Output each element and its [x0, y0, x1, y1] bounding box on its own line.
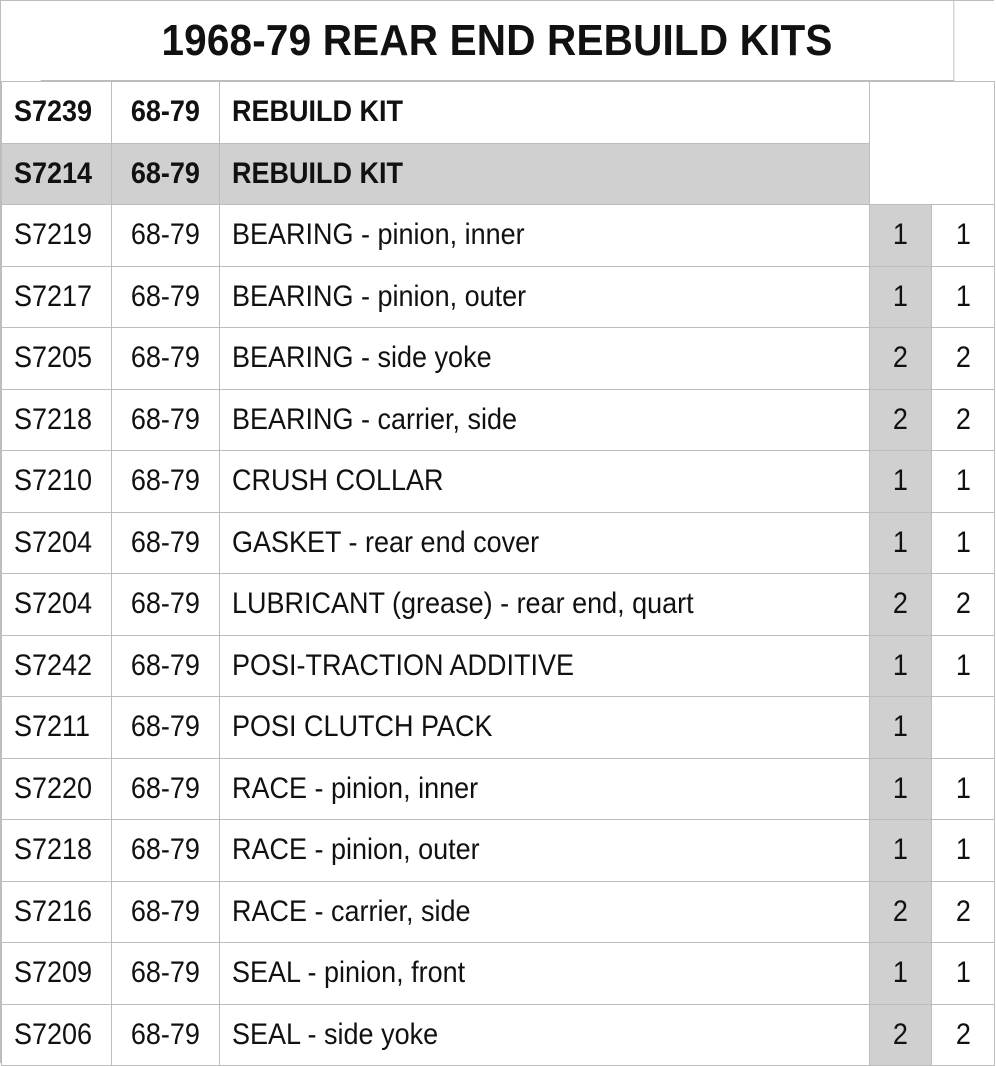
- kit-row-s7239[interactable]: [2, 82, 995, 144]
- quantity-kit-s7214: 2: [955, 402, 971, 436]
- part-number: S7219: [14, 218, 93, 252]
- part-number: S7205: [14, 341, 93, 375]
- quantity-kit-s7214: 2: [955, 1017, 971, 1051]
- year-range: 68-79: [130, 402, 201, 436]
- component-rows: [2, 205, 995, 1066]
- table-row[interactable]: [2, 328, 995, 390]
- part-description: POSI-TRACTION ADDITIVE: [232, 648, 575, 682]
- quantity-kit-s7239: 2: [892, 402, 909, 436]
- part-description: BEARING - carrier, side: [232, 402, 518, 436]
- quantity-kit-s7239: 1: [892, 710, 909, 744]
- part-description: SEAL - pinion, front: [232, 956, 466, 990]
- quantity-kit-s7239: 2: [892, 587, 909, 621]
- quantity-kit-s7239: 1: [892, 648, 909, 682]
- quantity-kit-s7214: 1: [955, 218, 971, 252]
- part-number: S7239: [14, 95, 93, 129]
- quantity-kit-s7239: 1: [892, 464, 909, 498]
- quantity-kit-s7239: 1: [892, 525, 909, 559]
- year-range: 68-79: [130, 710, 201, 744]
- part-description: RACE - pinion, inner: [232, 771, 479, 805]
- quantity-kit-s7214: 1: [955, 771, 971, 805]
- table-row[interactable]: [2, 574, 995, 636]
- year-range: 68-79: [130, 156, 201, 190]
- quantity-kit-s7239: 1: [892, 771, 909, 805]
- part-description: BEARING - pinion, outer: [232, 279, 527, 313]
- kit-row-s7214[interactable]: [2, 143, 995, 205]
- part-number: S7220: [14, 771, 93, 805]
- part-number: S7242: [14, 648, 93, 682]
- quantity-kit-s7214: 1: [955, 279, 971, 313]
- part-description: RACE - carrier, side: [232, 894, 471, 928]
- part-description: CRUSH COLLAR: [232, 464, 444, 498]
- quantity-kit-s7214: 2: [955, 341, 971, 375]
- table-row[interactable]: [2, 205, 995, 267]
- part-description: GASKET - rear end cover: [232, 525, 540, 559]
- part-number: S7204: [14, 587, 93, 621]
- part-number: S7211: [14, 710, 91, 744]
- year-range: 68-79: [130, 833, 201, 867]
- year-range: 68-79: [130, 341, 201, 375]
- table-row[interactable]: [2, 820, 995, 882]
- table-row[interactable]: [2, 635, 995, 697]
- year-range: 68-79: [130, 956, 201, 990]
- table-row[interactable]: [2, 389, 995, 451]
- parts-table: [1, 81, 995, 1066]
- quantity-kit-s7239: 1: [892, 218, 909, 252]
- part-description: POSI CLUTCH PACK: [232, 710, 493, 744]
- part-number: S7217: [14, 279, 93, 313]
- quantity-kit-s7214: 2: [955, 587, 971, 621]
- quantity-kit-s7239: 1: [892, 833, 909, 867]
- part-description: BEARING - side yoke: [232, 341, 492, 375]
- part-description: SEAL - side yoke: [232, 1017, 439, 1051]
- year-range: 68-79: [130, 771, 201, 805]
- part-number: S7204: [14, 525, 93, 559]
- page-title: 1968-79 REAR END REBUILD KITS: [41, 1, 955, 81]
- year-range: 68-79: [130, 464, 201, 498]
- year-range: 68-79: [130, 1017, 201, 1051]
- part-description: LUBRICANT (grease) - rear end, quart: [232, 587, 694, 621]
- table-row[interactable]: [2, 512, 995, 574]
- quantity-kit-s7239: 1: [892, 279, 909, 313]
- quantity-kit-s7239: 1: [892, 956, 909, 990]
- quantity-kit-s7214: 1: [955, 956, 971, 990]
- year-range: 68-79: [130, 587, 201, 621]
- part-number: S7210: [14, 464, 93, 498]
- table-row[interactable]: [2, 943, 995, 1005]
- table-row[interactable]: [2, 451, 995, 513]
- year-range: 68-79: [130, 218, 201, 252]
- part-number: S7218: [14, 833, 93, 867]
- part-number: S7216: [14, 894, 93, 928]
- quantity-kit-s7214: 1: [955, 833, 971, 867]
- year-range: 68-79: [130, 525, 201, 559]
- quantity-kit-s7214: 1: [955, 648, 971, 682]
- quantity-kit-s7214: 1: [955, 525, 971, 559]
- quantity-kit-s7239: 2: [892, 1017, 909, 1051]
- table-row[interactable]: [2, 881, 995, 943]
- part-description: BEARING - pinion, inner: [232, 218, 525, 252]
- quantity-kit-s7239: 2: [892, 894, 909, 928]
- table-row[interactable]: [2, 1004, 995, 1066]
- year-range: 68-79: [130, 95, 201, 129]
- part-number: S7218: [14, 402, 93, 436]
- quantity-kit-s7214: 1: [955, 464, 971, 498]
- part-description: REBUILD KIT: [232, 95, 403, 129]
- table-row[interactable]: [2, 758, 995, 820]
- quantity-kit-s7214: 2: [955, 894, 971, 928]
- part-number: S7214: [14, 156, 93, 190]
- part-number: S7209: [14, 956, 93, 990]
- year-range: 68-79: [130, 648, 201, 682]
- part-description: REBUILD KIT: [232, 156, 403, 190]
- year-range: 68-79: [130, 894, 201, 928]
- table-row[interactable]: [2, 697, 995, 759]
- year-range: 68-79: [130, 279, 201, 313]
- part-description: RACE - pinion, outer: [232, 833, 480, 867]
- part-number: S7206: [14, 1017, 93, 1051]
- table-row[interactable]: [2, 266, 995, 328]
- quantity-kit-s7239: 2: [892, 341, 909, 375]
